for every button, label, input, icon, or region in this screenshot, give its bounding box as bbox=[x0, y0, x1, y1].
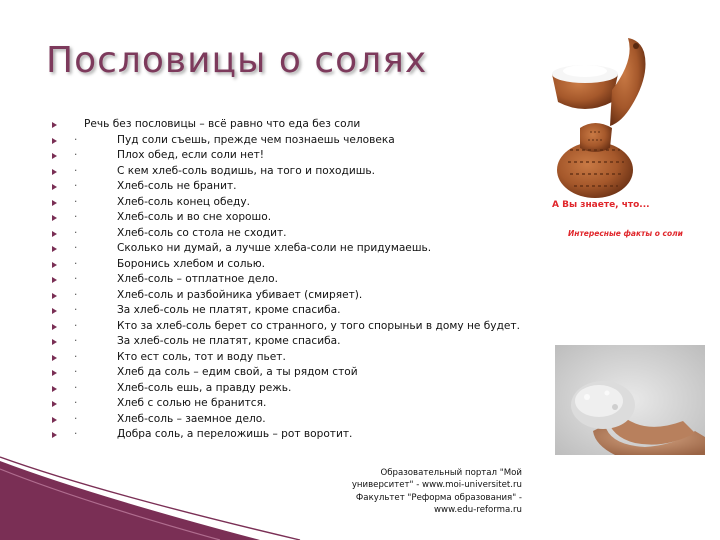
bullet-arrow-icon bbox=[52, 138, 57, 144]
proverb-dot: · bbox=[74, 164, 78, 177]
proverb-item bbox=[52, 148, 562, 164]
bullet-arrow-icon bbox=[52, 401, 57, 407]
bullet-arrow-icon bbox=[52, 246, 57, 252]
proverb-item bbox=[52, 133, 562, 149]
proverb-dot: · bbox=[74, 195, 78, 208]
bullet-arrow-icon bbox=[52, 262, 57, 268]
bullet-arrow-icon bbox=[52, 231, 57, 237]
proverb-item bbox=[52, 272, 562, 288]
sidebar-subheading: Интересные факты о соли bbox=[568, 229, 683, 238]
proverb-dot: · bbox=[74, 133, 78, 146]
proverb-dot: · bbox=[74, 381, 78, 394]
clay-salt-jug-image bbox=[540, 30, 665, 200]
proverb-item bbox=[52, 303, 562, 319]
hands-with-salt-image bbox=[555, 345, 705, 455]
bullet-arrow-icon bbox=[52, 200, 57, 206]
bullet-arrow-icon bbox=[52, 184, 57, 190]
proverb-text: Хлеб-соль конец обеду. bbox=[117, 195, 250, 208]
proverb-dot: · bbox=[74, 428, 78, 440]
proverb-dot: · bbox=[74, 366, 78, 378]
bullet-arrow-icon bbox=[52, 339, 57, 345]
slide-title: Пословицы о солях bbox=[46, 40, 428, 81]
proverb-item bbox=[52, 412, 562, 428]
proverb-text: Речь без пословицы – всё равно что еда без соли bbox=[84, 118, 361, 130]
proverb-item bbox=[52, 117, 562, 133]
proverb-item bbox=[52, 241, 562, 257]
decorative-bottom-wave bbox=[0, 455, 720, 540]
proverb-item bbox=[52, 319, 562, 335]
bullet-arrow-icon bbox=[52, 169, 57, 175]
proverb-text: За хлеб-соль не платят, кроме спасиба. bbox=[117, 304, 341, 316]
proverb-dot: · bbox=[74, 273, 78, 285]
proverb-dot: · bbox=[74, 397, 78, 409]
proverb-dot: · bbox=[74, 288, 78, 301]
bullet-arrow-icon bbox=[52, 417, 57, 423]
proverb-text: Хлеб-соль – отплатное дело. bbox=[117, 273, 279, 285]
proverb-item bbox=[52, 381, 562, 397]
proverb-dot: · bbox=[74, 335, 78, 347]
bullet-arrow-icon bbox=[52, 277, 57, 283]
proverb-item bbox=[52, 257, 562, 273]
proverb-text: С кем хлеб-соль водишь, на того и походишь. bbox=[117, 164, 376, 177]
proverb-dot: · bbox=[74, 149, 78, 161]
bullet-arrow-icon bbox=[52, 355, 57, 361]
proverb-text: Хлеб с солью не бранится. bbox=[117, 397, 267, 409]
proverb-text: Боронись хлебом и солью. bbox=[117, 257, 265, 270]
proverb-dot: · bbox=[74, 319, 78, 332]
proverb-dot: · bbox=[74, 242, 78, 254]
proverb-text: Сколько ни думай, а лучше хлеба-соли не придумаешь. bbox=[117, 242, 432, 254]
sidebar-heading: А Вы знаете, что... bbox=[552, 200, 650, 210]
bullet-arrow-icon bbox=[52, 308, 57, 314]
proverb-item bbox=[52, 288, 562, 304]
proverb-text: Хлеб-соль ешь, а правду режь. bbox=[117, 381, 292, 394]
bullet-arrow-icon bbox=[52, 432, 57, 438]
proverb-text: Хлеб-соль со стола не сходит. bbox=[117, 226, 287, 239]
source-credit: Образовательный портал "Мой университет" - www.moi-universitet.ru Факультет "Реформа образования" - www.edu-reforma.ru bbox=[351, 468, 522, 516]
bullet-arrow-icon bbox=[52, 153, 57, 159]
proverb-item bbox=[52, 365, 562, 381]
proverb-item bbox=[52, 195, 562, 211]
proverb-text: Пуд соли съешь, прежде чем познаешь человека bbox=[117, 133, 395, 146]
proverb-dot: · bbox=[74, 180, 78, 192]
proverb-text: Хлеб да соль – едим свой, а ты рядом стой bbox=[117, 366, 358, 378]
bullet-arrow-icon bbox=[52, 324, 57, 330]
proverb-dot: · bbox=[74, 226, 78, 239]
bullet-arrow-icon bbox=[52, 293, 57, 299]
proverb-item bbox=[52, 350, 562, 366]
bullet-arrow-icon bbox=[52, 370, 57, 376]
proverb-item bbox=[52, 179, 562, 195]
proverb-dot: · bbox=[74, 350, 78, 363]
proverb-text: Хлеб-соль не бранит. bbox=[117, 180, 237, 192]
proverb-item bbox=[52, 427, 562, 443]
proverb-text: Хлеб-соль и во сне хорошо. bbox=[117, 211, 272, 223]
proverb-text: Кто ест соль, тот и воду пьет. bbox=[117, 350, 286, 363]
proverb-dot: · bbox=[74, 211, 78, 223]
proverb-text: Хлеб-соль и разбойника убивает (смиряет). bbox=[117, 288, 363, 301]
proverb-item bbox=[52, 334, 562, 350]
proverb-item bbox=[52, 226, 562, 242]
proverb-text: Плох обед, если соли нет! bbox=[117, 149, 265, 161]
proverb-dot: · bbox=[74, 257, 78, 270]
proverb-dot: · bbox=[74, 412, 78, 425]
bullet-arrow-icon bbox=[52, 386, 57, 392]
proverb-list bbox=[52, 117, 562, 443]
bullet-arrow-icon bbox=[52, 122, 57, 128]
proverb-text: За хлеб-соль не платят, кроме спасиба. bbox=[117, 335, 341, 347]
proverb-item bbox=[52, 396, 562, 412]
bullet-arrow-icon bbox=[52, 215, 57, 221]
proverb-text: Хлеб-соль – заемное дело. bbox=[117, 412, 266, 425]
proverb-dot: · bbox=[74, 304, 78, 316]
proverb-item bbox=[52, 210, 562, 226]
proverb-item bbox=[52, 164, 562, 180]
proverb-text: Добра соль, а переложишь – рот воротит. bbox=[117, 428, 353, 440]
proverb-text: Кто за хлеб-соль берет со странного, у того спорыньи в дому не будет. bbox=[117, 319, 520, 332]
